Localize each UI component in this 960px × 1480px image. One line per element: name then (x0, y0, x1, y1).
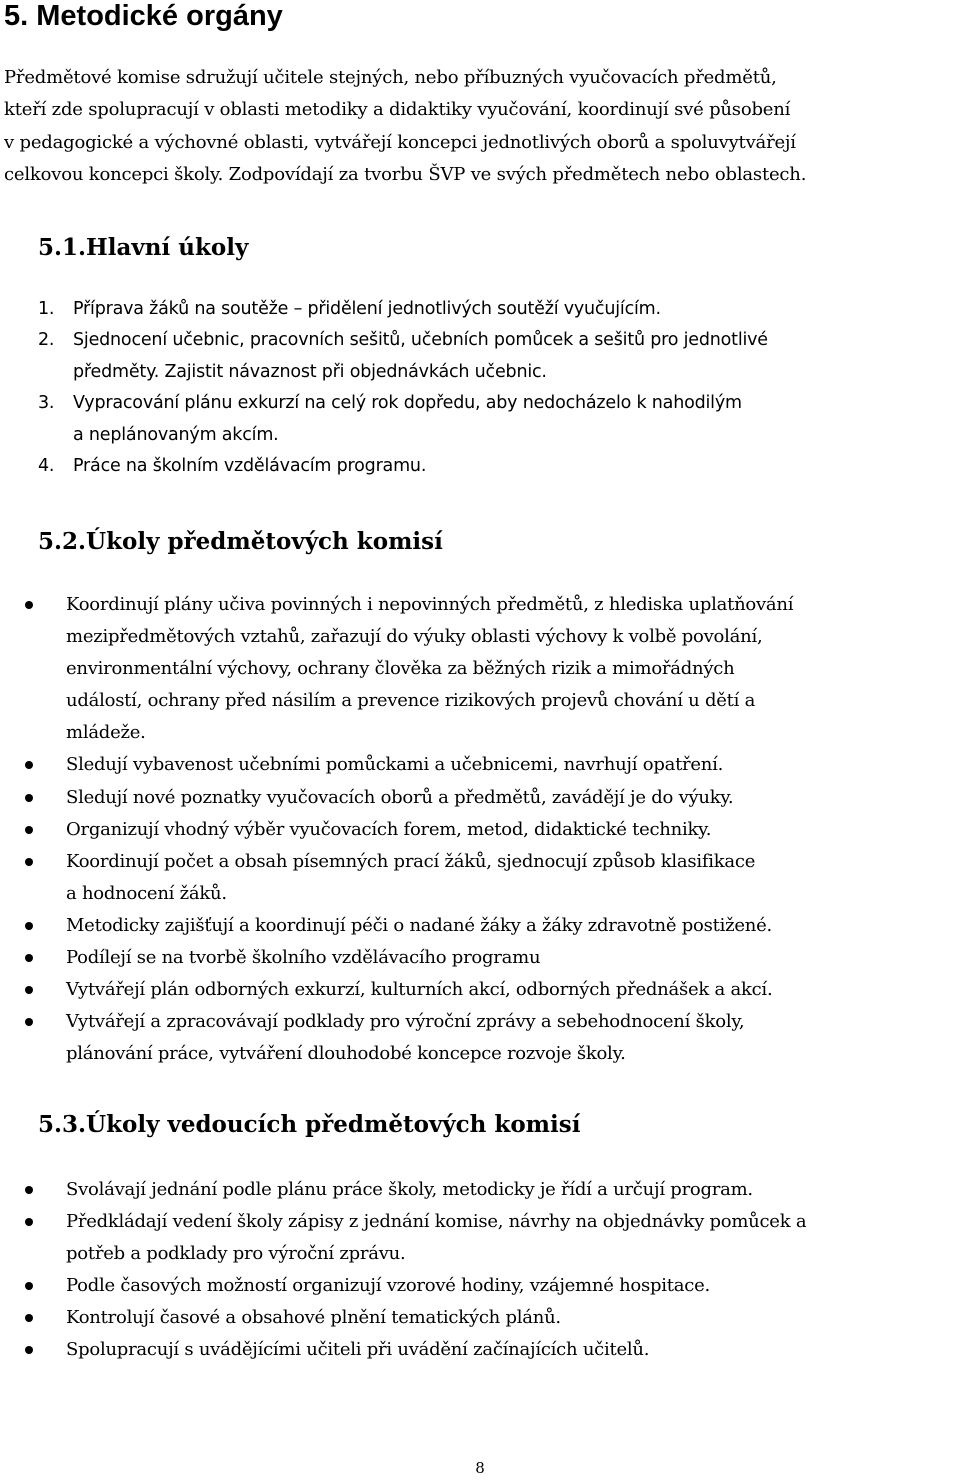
leader-tasks-list (0, 1174, 806, 1367)
item-text: a neplánovaným akcím. (73, 424, 279, 445)
item-text: Spolupracují s uvádějícími učiteli při uvádění začínajících učitelů. (66, 1339, 650, 1361)
subsection-number: 5.2. (38, 528, 87, 555)
item-text: plánování práce, vytváření dlouhodobé koncepce rozvoje školy. (66, 1043, 626, 1065)
intro-paragraph (4, 62, 954, 191)
list-item (0, 1302, 806, 1334)
item-text: Podílejí se na tvorbě školního vzdělávacího programu (66, 947, 541, 969)
intro-line: Předmětové komise sdružují učitele stejných, nebo příbuzných vyučovacích předmětů, (4, 67, 777, 88)
item-text: předměty. Zajistit návaznost při objednávkách učebnic. (73, 361, 547, 382)
list-item (0, 589, 793, 749)
subsection-heading-leader-tasks (38, 1110, 580, 1140)
list-item (0, 942, 793, 974)
bullet-icon (25, 1314, 33, 1322)
bullet-icon (25, 761, 33, 769)
item-number: 1. (38, 299, 55, 319)
item-text: Sjednocení učebnic, pracovních sešitů, učebních pomůcek a sešitů pro jednotlivé (73, 330, 768, 351)
item-text: Organizují vhodný výběr vyučovacích forem, metod, didaktické techniky. (66, 818, 712, 840)
bullet-icon (25, 601, 33, 609)
list-item (38, 451, 948, 482)
section-number: 5. (4, 0, 29, 32)
list-item (0, 1270, 806, 1302)
list-item (0, 782, 793, 814)
list-item (0, 1006, 793, 1070)
section-title: Metodické orgány (36, 0, 283, 32)
list-item (38, 325, 948, 388)
item-text: Sledují nové poznatky vyučovacích oborů a předmětů, zavádějí je do výuky. (66, 786, 734, 808)
item-text: Předkládají vedení školy zápisy z jednání komise, návrhy na objednávky pomůcek a (66, 1211, 807, 1233)
subsection-heading-main-tasks (38, 233, 248, 263)
item-text: Kontrolují časové a obsahové plnění tematických plánů. (66, 1307, 561, 1329)
bullet-icon (25, 954, 33, 962)
item-text: Vytvářejí a zpracovávají podklady pro výroční zprávy a sebehodnocení školy, (66, 1011, 745, 1033)
bullet-icon (25, 1218, 33, 1226)
item-number: 2. (38, 330, 55, 351)
item-text: environmentální výchovy, ochrany člověka za běžných rizik a mimořádných (66, 658, 735, 680)
item-text: Svolávají jednání podle plánu práce školy, metodicky je řídí a určují program. (66, 1179, 753, 1200)
page-number: 8 (475, 1459, 485, 1477)
subsection-title: Úkoly předmětových komisí (86, 528, 443, 555)
list-item (0, 910, 793, 942)
bullet-icon (25, 986, 33, 994)
subsection-number: 5.3. (38, 1111, 87, 1138)
subsection-title: Úkoly vedoucích předmětových komisí (86, 1111, 581, 1138)
item-text: Sledují vybavenost učebními pomůckami a učebnicemi, navrhují opatření. (66, 754, 724, 776)
main-tasks-list (38, 294, 948, 482)
item-text: mezipředmětových vztahů, zařazují do výuky oblasti výchovy k volbě povolání, (66, 626, 763, 648)
item-text: Příprava žáků na soutěže – přidělení jednotlivých soutěží vyučujícím. (73, 299, 661, 319)
list-item (0, 1334, 806, 1366)
intro-line: kteří zde spolupracují v oblasti metodiky a didaktiky vyučování, koordinují své působení (4, 99, 791, 121)
list-item (0, 974, 793, 1006)
item-text: Vypracování plánu exkurzí na celý rok dopředu, aby nedocházelo k nahodilým (73, 393, 742, 414)
list-item (0, 846, 793, 910)
item-text: Metodicky zajišťují a koordinují péči o nadané žáky a žáky zdravotně postižené. (66, 914, 772, 936)
subsection-heading-committee-tasks (38, 527, 443, 557)
bullet-icon (25, 858, 33, 866)
item-text: Koordinují počet a obsah písemných prací žáků, sjednocují způsob klasifikace (66, 850, 756, 872)
item-number: 3. (38, 393, 55, 414)
item-text: Vytvářejí plán odborných exkurzí, kulturních akcí, odborných přednášek a akcí. (66, 979, 773, 1001)
list-item (0, 814, 793, 846)
bullet-icon (25, 1186, 33, 1194)
section-heading (4, 0, 283, 36)
bullet-icon (25, 1346, 33, 1354)
intro-line: v pedagogické a výchovné oblasti, vytvářejí koncepci jednotlivých oborů a spoluvytvářejí (4, 131, 796, 153)
item-text: Práce na školním vzdělávacím programu. (73, 456, 427, 477)
item-number: 4. (38, 456, 55, 477)
subsection-number: 5.1. (38, 234, 87, 261)
item-text: Podle časových možností organizují vzorové hodiny, vzájemné hospitace. (66, 1275, 710, 1297)
bullet-icon (25, 794, 33, 802)
item-text: a hodnocení žáků. (66, 882, 227, 904)
item-text: mládeže. (66, 722, 146, 744)
bullet-icon (25, 1282, 33, 1290)
bullet-icon (25, 922, 33, 930)
list-item (38, 388, 948, 451)
subsection-title: Hlavní úkoly (86, 234, 249, 261)
item-text: potřeb a podklady pro výroční zprávu. (66, 1243, 406, 1265)
intro-line: celkovou koncepci školy. Zodpovídají za tvorbu ŠVP ve svých předmětech nebo oblastech. (4, 163, 807, 185)
list-item (0, 1206, 806, 1270)
committee-tasks-list (0, 589, 793, 1070)
item-text: událostí, ochrany před násilím a prevence rizikových projevů chování u dětí a (66, 690, 756, 712)
list-item (0, 1174, 806, 1206)
bullet-icon (25, 1018, 33, 1026)
list-item (0, 749, 793, 781)
list-item (38, 294, 948, 325)
item-text: Koordinují plány učiva povinných i nepovinných předmětů, z hlediska uplatňování (66, 594, 794, 615)
bullet-icon (25, 826, 33, 834)
